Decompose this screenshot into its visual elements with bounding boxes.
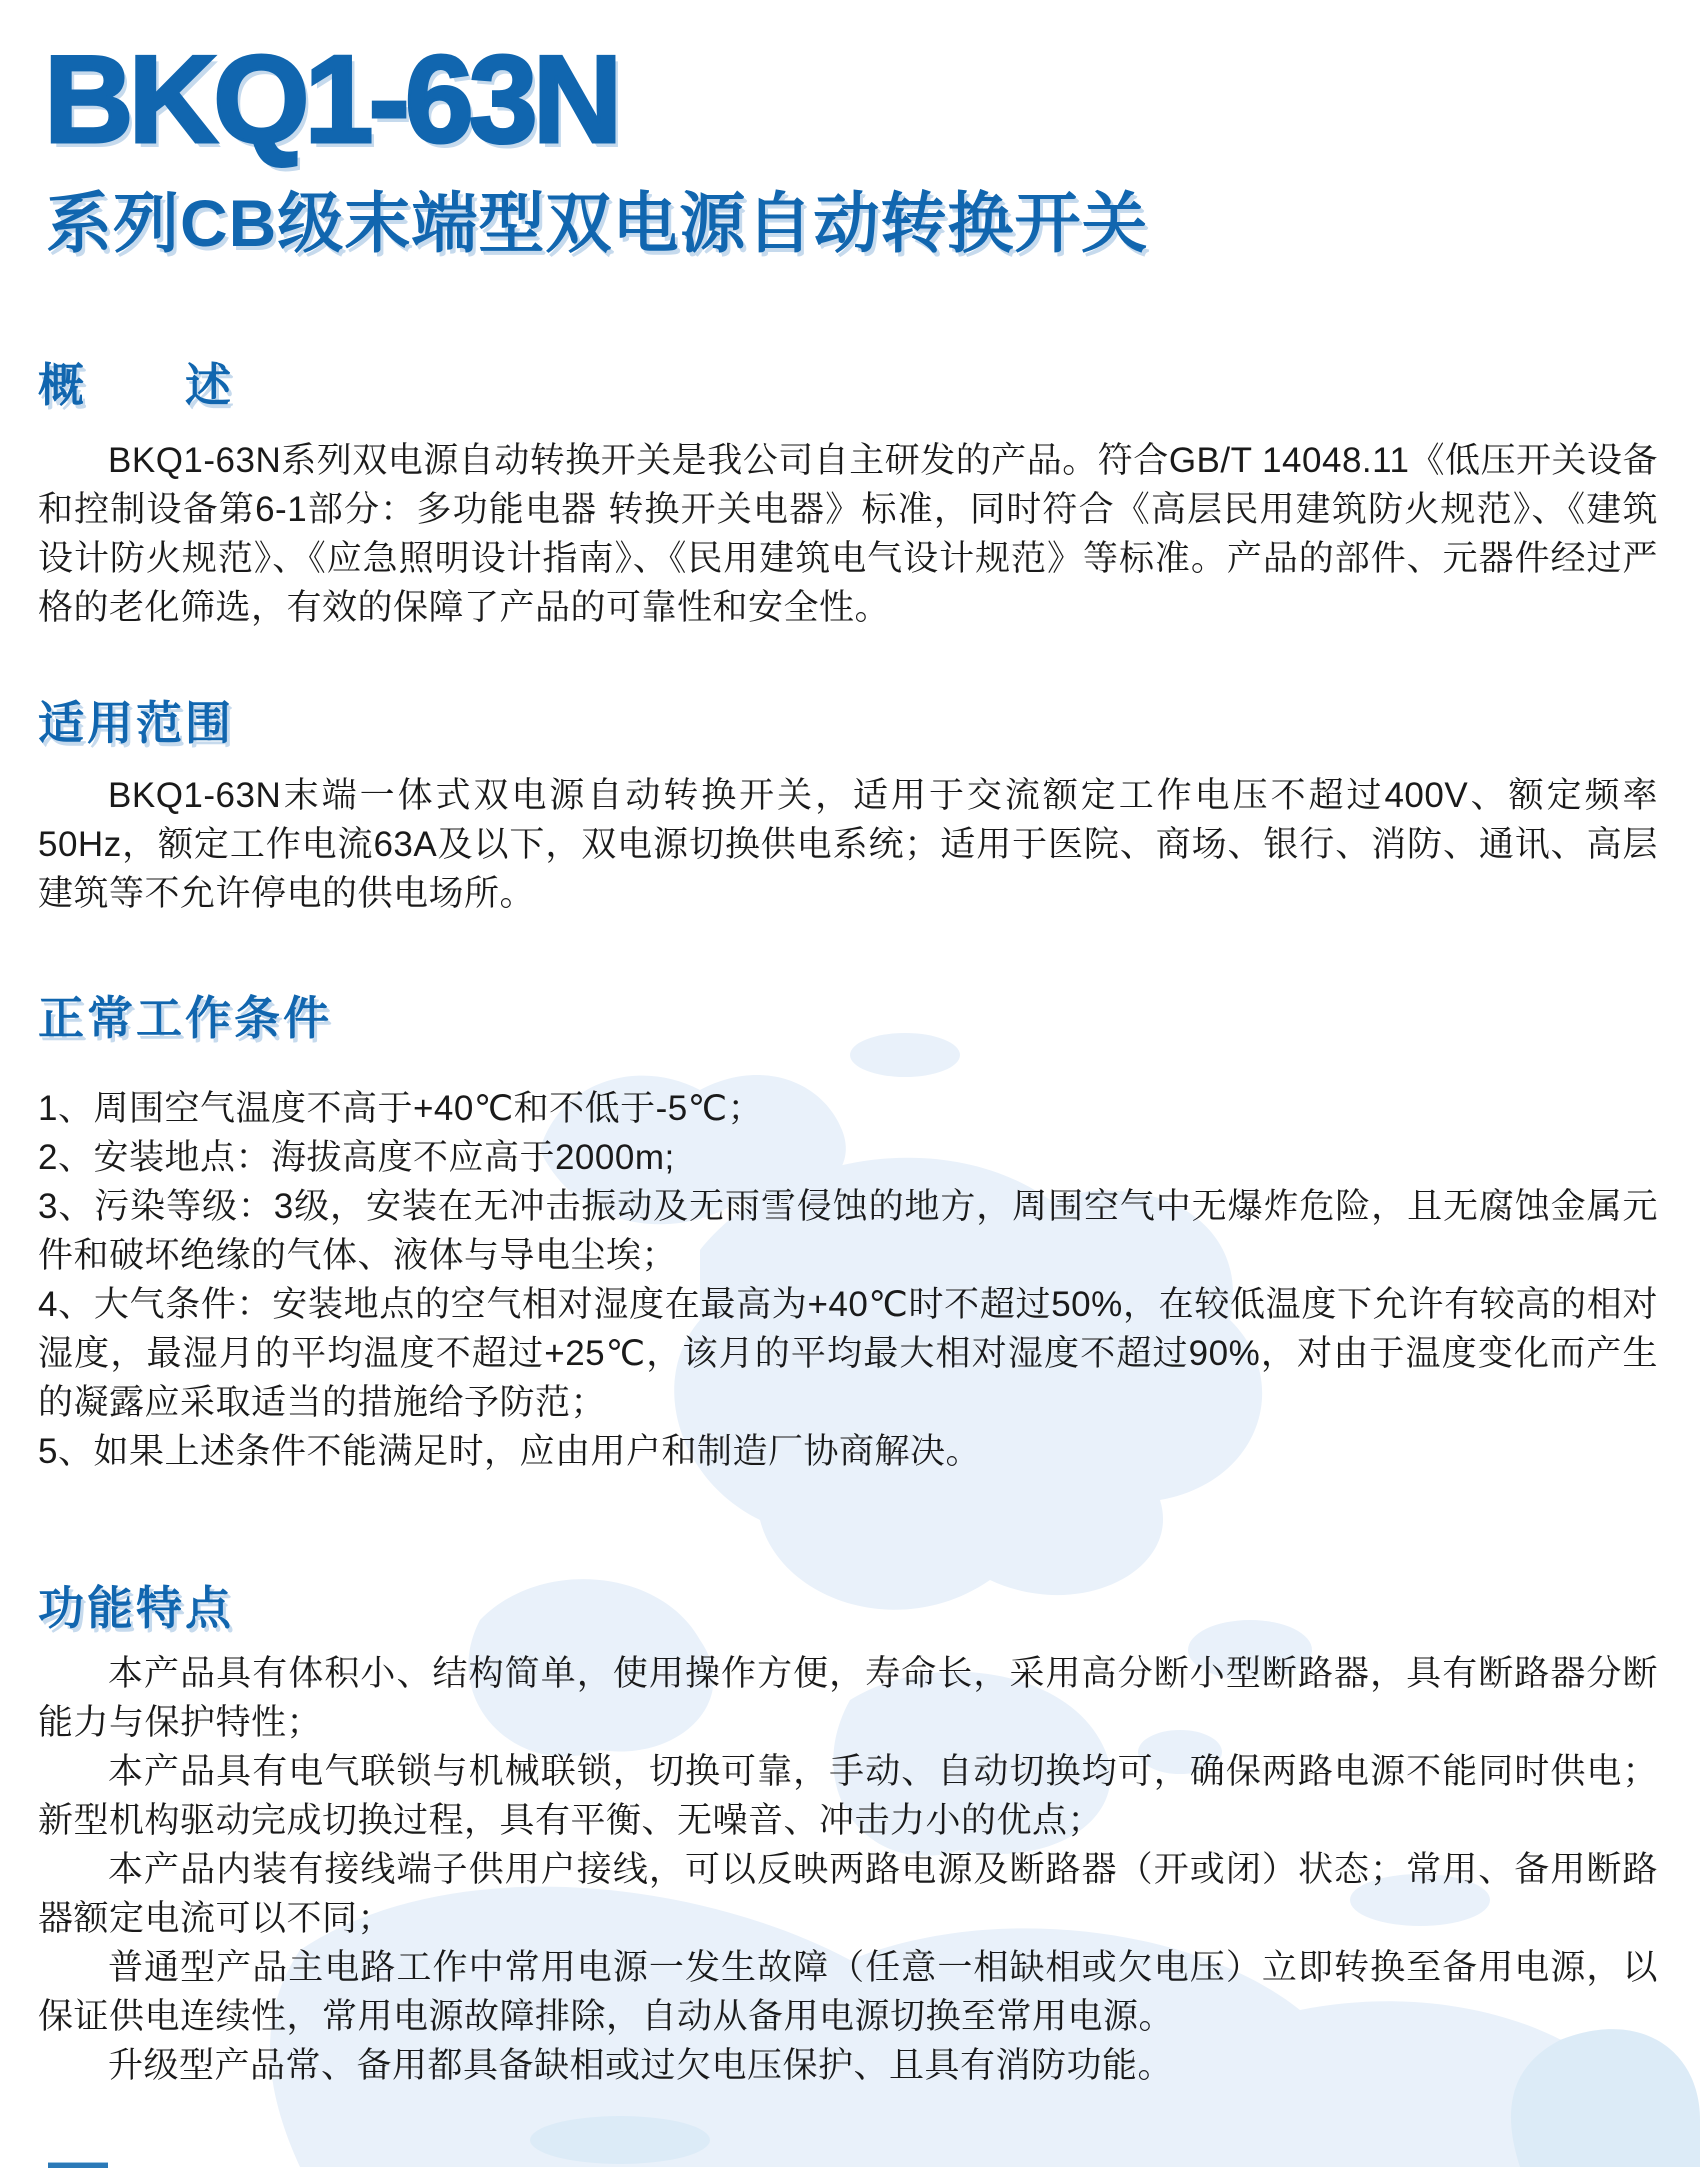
feature-paragraph: 本产品具有体积小、结构简单，使用操作方便，寿命长，采用高分断小型断路器，具有断路器分断能力与保护特性； [38,1654,1658,1742]
condition-item: 5、如果上述条件不能满足时，应由用户和制造厂协商解决。 [38,1432,981,1471]
footer-accent-bar [48,2162,108,2168]
section-heading-conditions: 正常工作条件 [38,992,332,1044]
page-subtitle: 系列CB级末端型双电源自动转换开关 [46,186,1149,260]
conditions-list [38,1084,1658,1476]
feature-paragraph: 普通型产品主电路工作中常用电源一发生故障（任意一相缺相或欠电压）立即转换至备用电源，以保证供电连续性，常用电源故障排除，自动从备用电源切换至常用电源。 [38,1948,1658,2036]
section-heading-overview: 概 述 [38,359,234,411]
overview-paragraph: BKQ1-63N系列双电源自动转换开关是我公司自主研发的产品。符合GB/T 14048.11《低压开关设备和控制设备第6-1部分：多功能电器 转换开关电器》标准，同时符合《高层民用建筑防火规范》、《建筑设计防火规范》、《应急照明设计指南》、《民用建筑电气设计规范》等标准。产品的部件、元器件经过严格的老化筛选，有效的保障了产品的可靠性和安全性。 [38,441,1658,627]
page-title: BKQ1-63N [44,31,618,169]
condition-item: 3、污染等级：3级，安装在无冲击振动及无雨雪侵蚀的地方，周围空气中无爆炸危险，且无腐蚀金属元件和破坏绝缘的气体、液体与导电尘埃； [38,1187,1658,1275]
condition-item: 1、周围空气温度不高于+40℃和不低于-5℃； [38,1089,764,1128]
condition-item: 4、大气条件：安装地点的空气相对湿度在最高为+40℃时不超过50%，在较低温度下允许有较高的相对湿度，最湿月的平均温度不超过+25℃，该月的平均最大相对湿度不超过90%，对由于温度变化而产生的凝露应采取适当的措施给予防范； [38,1285,1658,1422]
scope-paragraph: BKQ1-63N末端一体式双电源自动转换开关，适用于交流额定工作电压不超过400V、额定频率50Hz，额定工作电流63A及以下，双电源切换供电系统；适用于医院、商场、银行、消防、通讯、高层建筑等不允许停电的供电场所。 [38,776,1658,913]
features-paragraphs [38,1649,1658,2090]
feature-paragraph: 升级型产品常、备用都具备缺相或过欠电压保护、且具有消防功能。 [108,2046,1174,2085]
feature-paragraph: 本产品内装有接线端子供用户接线，可以反映两路电源及断路器（开或闭）状态；常用、备用断路器额定电流可以不同； [38,1850,1658,1938]
feature-paragraph: 本产品具有电气联锁与机械联锁，切换可靠，手动、自动切换均可，确保两路电源不能同时供电；新型机构驱动完成切换过程，具有平衡、无噪音、冲击力小的优点； [38,1752,1658,1840]
section-heading-scope: 适用范围 [38,697,234,749]
section-heading-features: 功能特点 [38,1582,234,1634]
condition-item: 2、安装地点：海拔高度不应高于2000m; [38,1138,675,1177]
